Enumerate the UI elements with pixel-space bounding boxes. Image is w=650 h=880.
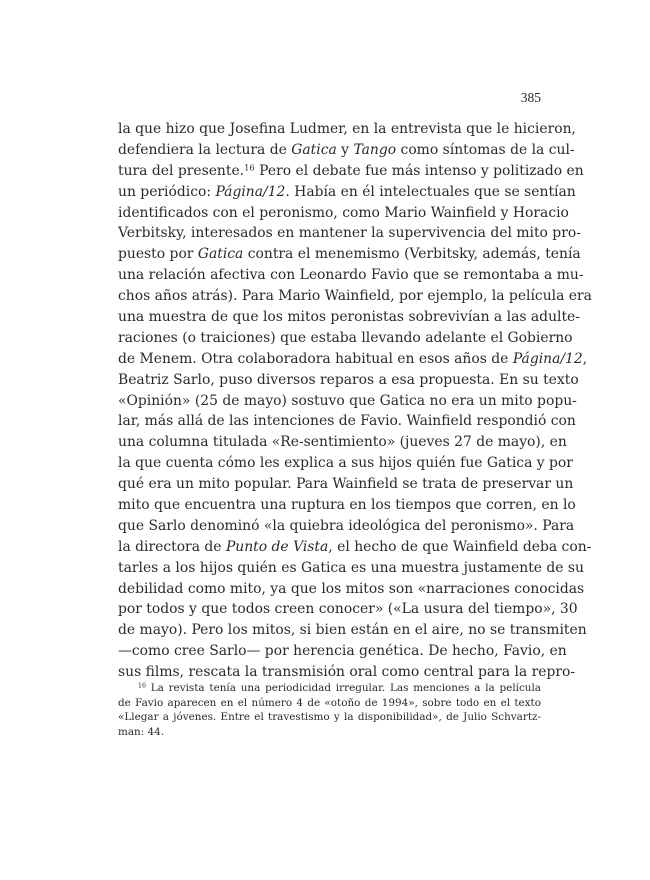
body-line: tarles a los hijos quién es Gatica es una muestra justamente de su bbox=[118, 559, 585, 576]
body-line: debilidad como mito, ya que los mitos son «narraciones conocidas bbox=[118, 580, 585, 597]
body-line: la directora de Punto de Vista, el hecho de que Wainfield deba con- bbox=[118, 538, 592, 555]
body-line: Beatriz Sarlo, puso diversos reparos a esa propuesta. En su texto bbox=[118, 371, 579, 388]
body-line: tura del presente.$^{16}$ Pero el debate fue más intenso y politizado en bbox=[118, 162, 584, 179]
footnote-line: $^{16}$ La revista tenía una periodicidad irregular. Las menciones a la película bbox=[138, 682, 541, 694]
body-line: lar, más allá de las intenciones de Favio. Wainfield respondió con bbox=[118, 413, 576, 430]
italic-title: Página/12 bbox=[215, 183, 286, 200]
footnote-line: de Favio aparecen en el número 4 de «otoño de 1994», sobre todo en el texto bbox=[118, 696, 541, 709]
body-line: una muestra de que los mitos peronistas sobrevivían a las adulte- bbox=[118, 309, 580, 326]
body-line: identificados con el peronismo, como Mario Wainfield y Horacio bbox=[118, 204, 569, 221]
body-line: qué era un mito popular. Para Wainfield se trata de preservar un bbox=[118, 476, 574, 493]
body-line: chos años atrás). Para Mario Wainfield, por ejemplo, la película era bbox=[118, 288, 592, 305]
body-line: «Opinión» (25 de mayo) sostuvo que Gatica no era un mito popu- bbox=[118, 392, 577, 409]
body-line: mito que encuentra una ruptura en los tiempos que corren, en lo bbox=[118, 497, 576, 514]
body-line: raciones (o traiciones) que estaba llevando adelante el Gobierno bbox=[118, 329, 573, 346]
body-line: de mayo). Pero los mitos, si bien están en el aire, no se transmiten bbox=[118, 622, 587, 639]
italic-title: Punto de Vista bbox=[225, 538, 329, 555]
body-line: puesto por Gatica contra el menemismo (Verbitsky, además, tenía bbox=[118, 246, 581, 263]
footnote-line: man: 44. bbox=[118, 725, 165, 738]
footnote-marker: 16 bbox=[244, 162, 255, 173]
italic-title: Gatica bbox=[197, 246, 244, 263]
body-line: la que hizo que Josefina Ludmer, en la entrevista que le hicieron, bbox=[118, 121, 576, 137]
body-line: que Sarlo denominó «la quiebra ideológica del peronismo». Para bbox=[118, 517, 575, 534]
italic-title: Página/12 bbox=[512, 350, 583, 367]
italic-title: Tango bbox=[353, 141, 397, 158]
body-text bbox=[118, 119, 592, 683]
body-line: una relación afectiva con Leonardo Favio que se remontaba a mu- bbox=[118, 267, 584, 284]
body-line: sus films, rescata la transmisión oral como central para la repro- bbox=[118, 664, 576, 681]
body-line: una columna titulada «Re-sentimiento» (jueves 27 de mayo), en bbox=[118, 434, 567, 451]
footnote-line: «Llegar a jóvenes. Entre el travestismo y la disponibilidad», de Julio Schvartz- bbox=[118, 711, 541, 724]
italic-title: Gatica bbox=[291, 141, 337, 158]
body-line: de Menem. Otra colaboradora habitual en esos años de Página/12, bbox=[118, 350, 588, 367]
body-line: la que cuenta cómo les explica a sus hijos quién fue Gatica y por bbox=[118, 455, 573, 472]
footnote bbox=[118, 681, 541, 739]
footnote-marker: 16 bbox=[138, 682, 146, 690]
body-line: defendiera la lectura de Gatica y Tango como síntomas de la cul- bbox=[118, 141, 575, 158]
body-line: por todos y que todos creen conocer» («La usura del tiempo», 30 bbox=[118, 601, 578, 618]
page-number: 385 bbox=[520, 90, 541, 105]
body-line: —como cree Sarlo— por herencia genética. De hecho, Favio, en bbox=[118, 643, 567, 660]
body-line: un periódico: Página/12. Había en él intelectuales que se sentían bbox=[118, 183, 576, 200]
body-line: Verbitsky, interesados en mantener la supervivencia del mito pro- bbox=[118, 225, 581, 242]
